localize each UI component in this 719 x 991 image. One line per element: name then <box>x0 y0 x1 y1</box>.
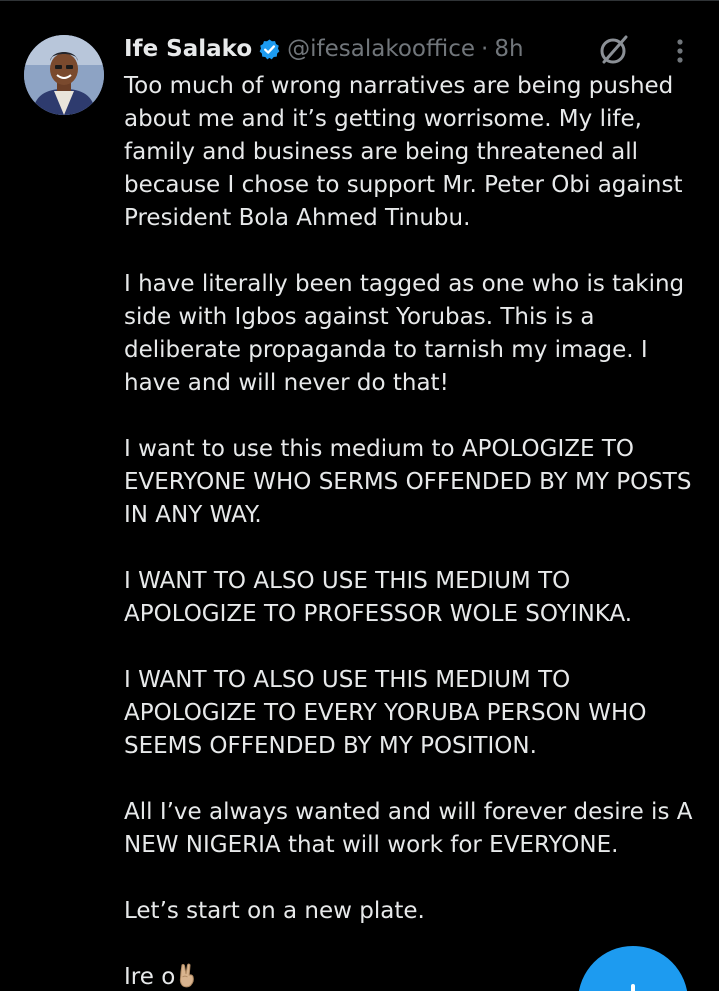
tweet-paragraph: Too much of wrong narratives are being pushed about me and it’s getting worrisome. My life, family and business are being threatened all because I chose to support Mr. Peter Obi against President Bola Ahmed Tinubu. <box>124 73 683 231</box>
timestamp[interactable]: 8h <box>494 36 524 62</box>
victory-hand-icon <box>175 962 199 988</box>
tweet-paragraph: I have literally been tagged as one who is taking side with Igbos against Yorubas. This is a deliberate propaganda to tarnish my image. I have and will never do that! <box>124 271 685 396</box>
verified-badge-icon <box>258 38 281 61</box>
more-options-icon[interactable] <box>668 35 692 67</box>
tweet-paragraph: All I’ve always wanted and will forever desire is A NEW NIGERIA that will work for EVERYONE. <box>124 799 693 858</box>
separator-dot: · <box>481 36 489 62</box>
author-handle[interactable]: @ifesalakooffice <box>287 36 476 62</box>
grok-icon[interactable] <box>596 32 632 68</box>
plus-icon <box>631 984 635 991</box>
tweet-paragraph: I WANT TO ALSO USE THIS MEDIUM TO APOLOGIZE TO PROFESSOR WOLE SOYINKA. <box>124 568 633 627</box>
tweet-paragraph: I WANT TO ALSO USE THIS MEDIUM TO APOLOGIZE TO EVERY YORUBA PERSON WHO SEEMS OFFENDED BY MY POSITION. <box>124 667 647 759</box>
author-name[interactable]: Ife Salako <box>124 36 253 62</box>
avatar[interactable] <box>24 35 104 115</box>
tweet-paragraph: Let’s start on a new plate. <box>124 898 425 924</box>
avatar-image <box>24 35 104 115</box>
tweet-paragraph: I want to use this medium to APOLOGIZE TO EVERYONE WHO SERMS OFFENDED BY MY POSTS IN ANY WAY. <box>124 436 692 528</box>
tweet-text <box>124 70 699 991</box>
tweet-closing-text: Ire o <box>124 964 176 990</box>
tweet-header <box>124 34 524 64</box>
